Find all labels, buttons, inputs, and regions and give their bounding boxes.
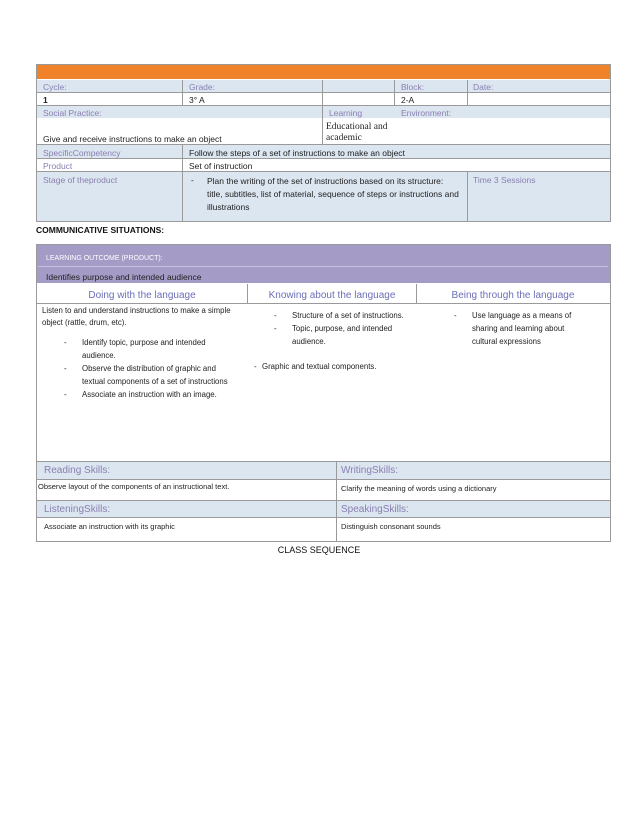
stage-bullet: - [191, 175, 194, 185]
product-label: Product [43, 161, 73, 171]
writing-skills-label: WritingSkills: [341, 465, 399, 476]
grid-line [322, 80, 323, 144]
col-knowing-heading: Knowing about the language [268, 290, 396, 301]
cycle-label: Cycle: [43, 82, 67, 92]
stage-label: Stage of theproduct [43, 175, 118, 185]
grid-line [394, 80, 395, 106]
block-label: Block: [401, 82, 425, 92]
reading-skills-value: Observe layout of the components of an instructional text. [38, 482, 230, 491]
grid-line [37, 158, 610, 159]
col-doing-heading: Doing with the language [88, 290, 196, 301]
grid-line [37, 105, 610, 106]
learning-env-label-b: Environment: [401, 108, 452, 118]
grid-line [182, 144, 183, 222]
orange-header-bar [37, 65, 610, 79]
reading-skills-label: Reading Skills: [44, 465, 111, 476]
learning-env-value: Educational and academic [326, 122, 388, 143]
block-value: 2-A [401, 95, 415, 105]
grid-line [37, 517, 610, 518]
grade-label: Grade: [189, 82, 215, 92]
social-practice-label: Social Practice: [43, 108, 102, 118]
grid-line [37, 171, 610, 172]
learning-env-label-a: Learning [329, 108, 363, 118]
col-knowing-extra [250, 360, 415, 373]
list-item: - Use language as a means of sharing and learning about cultural expressions [450, 309, 590, 348]
grid-line [37, 479, 610, 480]
learning-outcome-value: Identifies purpose and intended audience [46, 272, 202, 282]
learning-outcome-label: LEARNING OUTCOME (PRODUCT): [46, 255, 163, 262]
grid-line [37, 461, 610, 462]
product-value: Set of instruction [189, 161, 253, 171]
cycle-value: 1 [43, 95, 48, 105]
list-item: - Structure of a set of instructions. [270, 309, 410, 322]
list-item: - Identify topic, purpose and intended audience. [60, 336, 235, 362]
grid-line [37, 92, 610, 93]
list-item: - Observe the distribution of graphic and textual components of a set of instructions [60, 362, 235, 388]
social-practice-value: Give and receive instructions to make an object [43, 134, 222, 144]
grid-line [38, 266, 608, 267]
specific-competency-label: SpecificCompetency [43, 148, 121, 158]
grid-line [247, 284, 248, 304]
class-sequence-heading: CLASS SEQUENCE [277, 545, 361, 555]
grade-value: 3° A [189, 95, 205, 105]
list-item: - Associate an instruction with an image. [60, 388, 235, 401]
writing-skills-value: Clarify the meaning of words using a dictionary [341, 484, 497, 493]
speaking-skills-label: SpeakingSkills: [341, 504, 409, 515]
listening-speaking-label-bg [37, 501, 610, 517]
grid-line [467, 171, 468, 222]
grid-line [336, 461, 337, 542]
speaking-skills-value: Distinguish consonant sounds [341, 522, 441, 531]
specific-competency-value: Follow the steps of a set of instructions to make an object [189, 148, 405, 158]
time-value: Time 3 Sessions [473, 175, 536, 185]
col-doing-intro: Listen to and understand instructions to make a simple object (rattle, drum, etc). [42, 306, 231, 327]
col-being-list [450, 309, 590, 348]
col-knowing-list [270, 309, 410, 348]
stage-value: Plan the writing of the set of instructions based on its structure: title, subtitles, list of material, sequence of steps or instructions and illustrations [207, 176, 459, 212]
date-label: Date: [473, 82, 494, 92]
list-item: - Graphic and textual components. [250, 360, 415, 373]
listening-skills-label: ListeningSkills: [44, 504, 111, 515]
grid-line [416, 284, 417, 304]
communicative-situations-heading: COMMUNICATIVE SITUATIONS: [36, 225, 165, 235]
col-doing-list [60, 336, 235, 401]
col-being-heading: Being through the language [451, 290, 575, 301]
listening-skills-value: Associate an instruction with its graphic [44, 522, 175, 531]
grid-line [467, 80, 468, 106]
list-item: - Topic, purpose, and intended audience. [270, 322, 410, 348]
grid-line [37, 303, 610, 304]
grid-line [182, 80, 183, 106]
reading-writing-label-bg [37, 462, 610, 479]
grid-line [37, 144, 610, 145]
